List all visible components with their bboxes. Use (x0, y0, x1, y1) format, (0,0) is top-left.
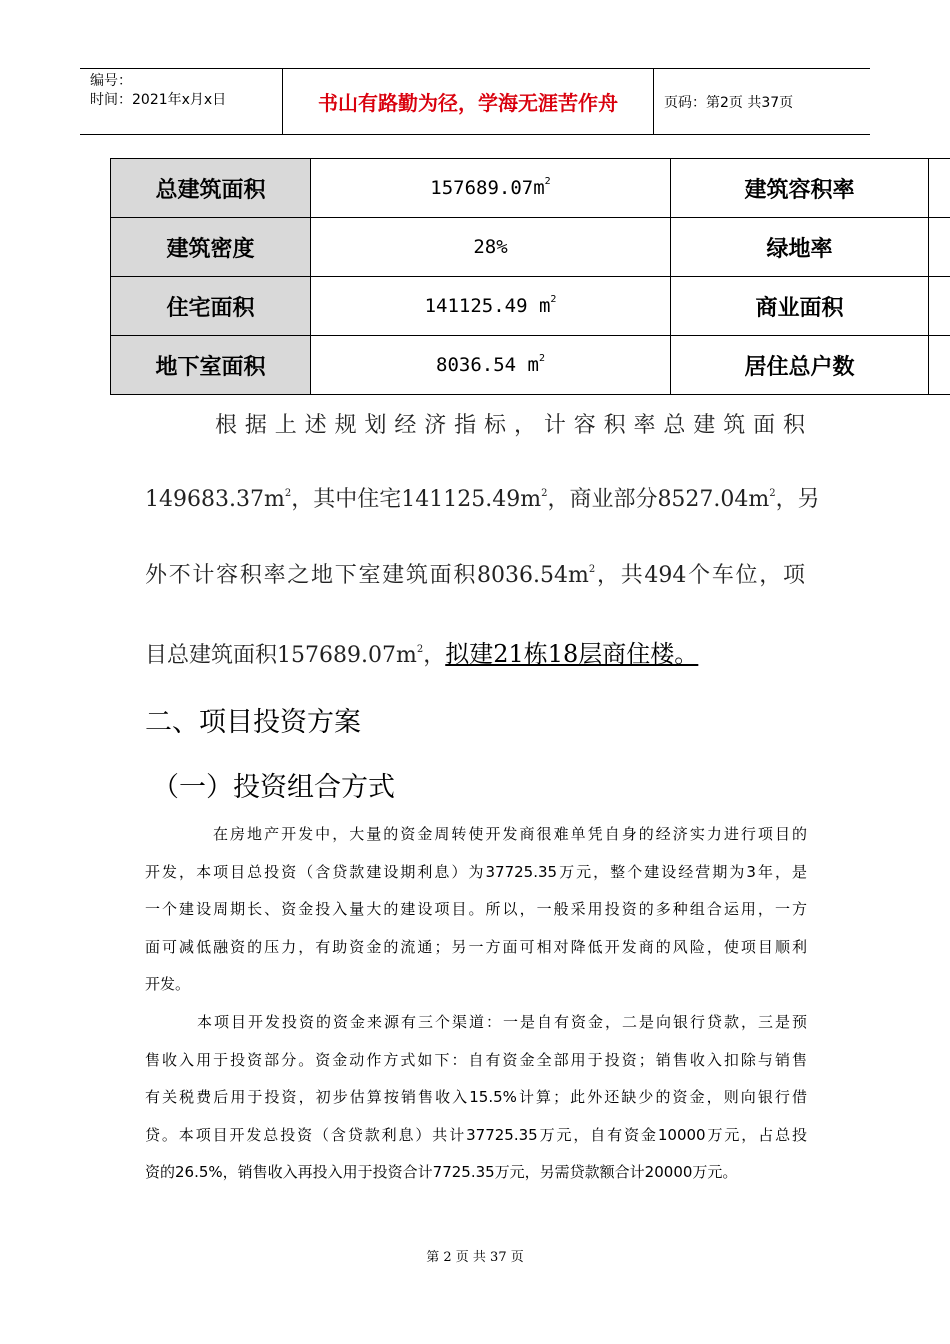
spec-label: 地下室面积 (111, 336, 311, 395)
table-row (111, 159, 950, 218)
spec-right-value (929, 218, 950, 277)
page-footer: 第 2 页 共 37 页 (426, 1250, 524, 1265)
summary-line-2: $149683.37m^2$，其中住宅$141125.49m^2$，商业部分$8527.04m^2$，另 (145, 487, 820, 512)
document-time: 时间：2021年x月x日 (90, 92, 227, 108)
table-row (111, 336, 950, 395)
table-row (111, 218, 950, 277)
summary-line-4: 目总建筑面积$157689.07m^2$，拟建21栋18层商住楼。 (145, 640, 699, 668)
spec-right-label: 建筑容积率 (671, 159, 929, 218)
summary-highlight: 拟建21栋18层商住楼。 (445, 640, 699, 668)
summary-line-1: 根据上述规划经济指标，计容积率总建筑面积 (215, 413, 805, 438)
table-row (111, 277, 950, 336)
header-meta (80, 69, 282, 134)
header-motto: 书山有路勤为径，学海无涯苦作舟 (282, 69, 654, 134)
page-header (80, 68, 870, 135)
header-page-info: 页码：第2页 共37页 (664, 94, 794, 111)
specs-table (110, 158, 950, 395)
spec-value: 8036.54 $m^2$ (311, 336, 671, 395)
spec-right-value (929, 336, 950, 395)
paragraph-investment-intro: 在房地产开发中，大量的资金周转使开发商很难单凭自身的经济实力进行项目的 开发，本项目总投资（含贷款建设期利息）为37725.35万元，整个建设经营期为3年，是 一个建设周期长、资金投入量大的建设项目。所以，一般采用投资的多种组合运用，一方 面可减低融资的压力，有助资金的流通；另一方面可相对降低开发商的风险，使项目顺利 开发。 (145, 825, 807, 993)
spec-right-label: 绿地率 (671, 218, 929, 277)
spec-right-value (929, 277, 950, 336)
spec-value: 28% (311, 218, 671, 277)
paragraph-funding-sources: 本项目开发投资的资金来源有三个渠道：一是自有资金，二是向银行贷款，三是预 售收入用于投资部分。资金动作方式如下：自有资金全部用于投资；销售收入扣除与销售 有关税费后用于投资，初步估算按销售收入15.5%计算；此外还缺少的资金，则向银行借 贷。本项目开发总投资（含贷款利息）共计37725.35万元，自有资金10000万元，占总投 资的26.5%，销售收入再投入用于投资合计7725.35万元，另需贷款额合计20000万元。 (145, 1013, 807, 1181)
summary-line-3: 外不计容积率之地下室建筑面积$8036.54m^2$，共494个车位，项 (145, 563, 805, 588)
spec-right-label: 商业面积 (671, 277, 929, 336)
document-number-label: 编号： (90, 73, 132, 89)
spec-value: $157689.07m^2$ (311, 159, 671, 218)
spec-right-label: 居住总户数 (671, 336, 929, 395)
spec-label: 总建筑面积 (111, 159, 311, 218)
section-heading: 二、项目投资方案 (145, 707, 361, 738)
spec-label: 住宅面积 (111, 277, 311, 336)
subsection-heading: （一）投资组合方式 (152, 772, 395, 803)
spec-label: 建筑密度 (111, 218, 311, 277)
spec-right-value (929, 159, 950, 218)
spec-value: 141125.49 $m^2$ (311, 277, 671, 336)
